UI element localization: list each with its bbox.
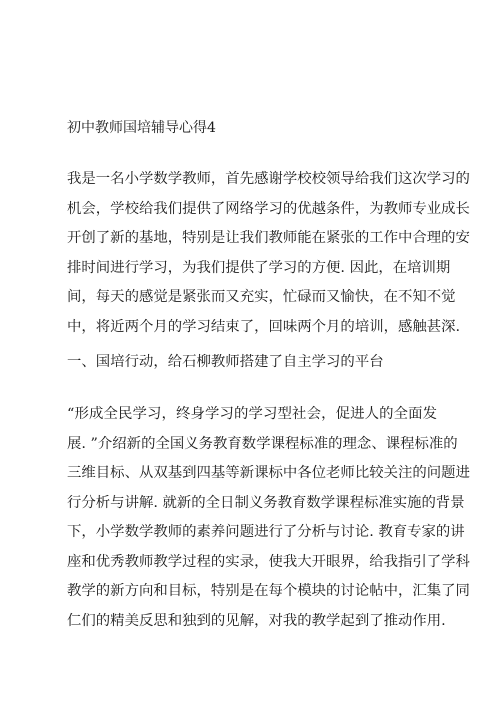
paragraph-line: 我是一名小学数学教师，首先感谢学校校领导给我们这次学习的 — [67, 171, 470, 187]
document-title: 初中教师国培辅导心得4 — [67, 120, 216, 136]
section-heading: 一、国培行动，给石柳教师搭建了自主学习的平台 — [67, 354, 384, 370]
paragraph-line: 教学的新方向和目标，特别是在每个模块的讨论帖中，汇集了同 — [67, 583, 470, 599]
paragraph-line: 排时间进行学习，为我们提供了学习的方便. 因此，在培训期 — [67, 259, 451, 276]
paragraph-line: 座和优秀教师教学过程的实录，使我大开眼界，给我指引了学科 — [67, 553, 470, 570]
paragraph-line: 行分析与讲解. 就新的全日制义务教育数学课程标准实施的背景 — [67, 494, 465, 511]
paragraph-section-one — [67, 400, 470, 636]
paragraph-line: 下，小学数学教师的素养问题进行了分析与讨论. 教育专家的讲 — [67, 524, 465, 540]
paragraph-line: “形成全民学习，终身学习的学习型社会，促进人的全面发 — [67, 406, 437, 422]
paragraph-line: 开创了新的基地，特别是让我们教师能在紧张的工作中合理的安 — [67, 230, 470, 246]
paragraph-line: 三维目标、从双基到四基等新课标中各位老师比较关注的问题进 — [67, 465, 470, 481]
paragraph-line: 间，每天的感觉是紧张而又充实，忙碌而又愉快，在不知不觉 — [67, 289, 456, 305]
paragraph-line: 中，将近两个月的学习结束了，回味两个月的培训，感触甚深. — [67, 318, 461, 335]
paragraph-line: 仁们的精美反思和独到的见解，对我的教学起到了推动作用. — [67, 612, 446, 629]
paragraph-line: 展. ”介绍新的全国义务教育数学课程标准的理念、课程标准的 — [67, 435, 458, 452]
paragraph-line: 机会，学校给我们提供了网络学习的优越条件，为教师专业成长 — [67, 200, 470, 217]
paragraph-intro — [67, 165, 470, 342]
